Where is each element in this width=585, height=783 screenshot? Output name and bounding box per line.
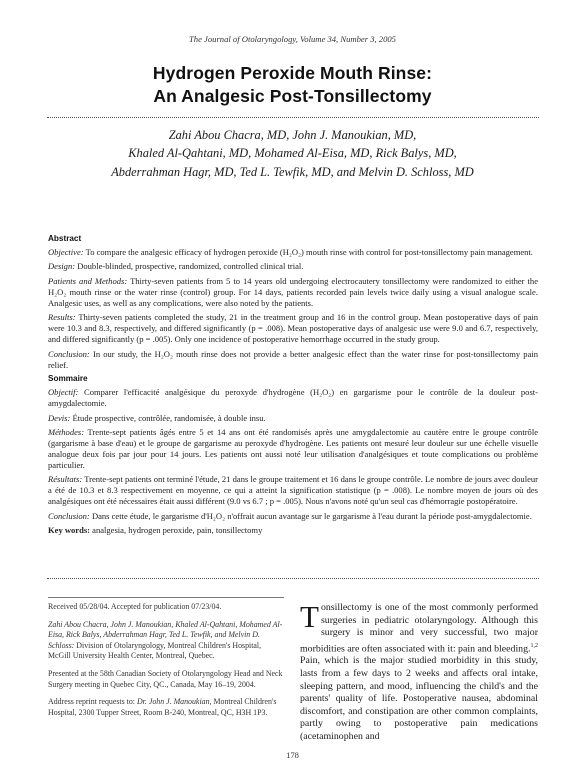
title-line-2: An Analgesic Post-Tonsillectomy <box>153 86 432 106</box>
body-paragraph-cont: Pain, which is the major studied morbidity in this study, lasts from a few days to 2 weeks and affects oral intake, sleeping pattern, and mood, influencing the child's and the parents' quality of life. Postoperative nausea, abdominal discomfort, and constipation are other common complaints, partly owing to postoperative pain medications (acetaminophen and <box>300 655 538 742</box>
sommaire-resultats: Résultats: Trente-sept patients ont terminé l'étude, 21 dans le groupe traitement et 16 dans le groupe contrôle. Le nombre de jours avec douleur a été de 10.3 et 8.3 respectivement en moyenne, ce qui a atteint la signification statistique (p = .008). Le nombre moyen de jours où des analgésiques ont été nécessaires était aussi différent (9.0 vs 6.7 ; p = .005). Nous n'avons noté qu'un seul cas d'hémorragie postopératoire. <box>48 474 538 507</box>
abstract-patients: Patients and Methods: Thirty-seven patients from 5 to 14 years old undergoing electrocautery tonsillectomy were randomized to either the H₂O₂ mouth rinse or the water rinse (control) group. For 14 days, patients recorded pain levels twice daily using a visual analogue scale. Analgesic uses, as well as any complications, were also noted by the patients. <box>48 276 538 308</box>
title-line-1: Hydrogen Peroxide Mouth Rinse: <box>152 63 433 83</box>
abstract-block <box>48 234 538 540</box>
page-number: 178 <box>286 750 299 760</box>
abstract-conclusion: Conclusion: In our study, the H₂O₂ mouth rinse does not provide a better analgesic effect than the water rinse for post-tonsillectomy pain relief. <box>48 348 539 370</box>
sommaire-methodes: Méthodes: Trente-sept patients âgés entre 5 et 14 ans ont été randomisés après une amygdalectomie au cautère entre le groupe contrôle (gargarisme à base d'eau) et le groupe de gargarisme au peroxyde d'hydrogène. Les patients ont mesuré leur douleur sur une échelle visuelle analogue deux fois par jour pour 14 jours. Les patients ont aussi noté leur utilisation d'analgésiques et toute complications ou problème particulier. <box>48 427 538 470</box>
sommaire-devis: Devis: Étude prospective, contrôlée, randomisée, à double insu. <box>48 412 266 423</box>
sommaire-heading: Sommaire <box>48 374 88 384</box>
abstract-design: Design: Double-blinded, prospective, randomized, controlled clinical trial. <box>48 261 304 272</box>
keywords: Key words: analgesia, hydrogen peroxide, pain, tonsillectomy <box>48 525 263 536</box>
abstract-heading: Abstract <box>48 234 82 243</box>
author-list <box>0 126 585 181</box>
reference-superscript: 1,2 <box>530 642 538 649</box>
abstract-results: Results: Thirty-seven patients completed the study, 21 in the treatment group and 16 in the control group. Mean postoperative days of pain were 10.3 and 8.3, respectively, and differed significantly (p = .008). Mean postoperative days of analgesic use were 9.0 and 6.7, respectively, and differed significantly (p = .005). Only one incidence of postoperative hemorrhage occurred in the study group. <box>48 312 539 345</box>
footnotes <box>48 602 284 725</box>
author-line-1: Zahi Abou Chacra, MD, John J. Manoukian, MD, <box>168 128 417 142</box>
abstract-divider <box>47 578 539 579</box>
article-title <box>0 62 585 108</box>
author-line-3: Abderrahman Hagr, MD, Ted L. Tewfik, MD, and Melvin D. Schloss, MD <box>111 164 474 179</box>
received-note: Received 05/28/04. Accepted for publication 07/23/04. <box>48 602 222 611</box>
affiliation-note: Zahi Abou Chacra, John J. Manoukian, Khaled Al-Qahtani, Mohamed Al-Eisa, Rick Balys, Abderrahman Hagr, Ted L. Tewfik, and Melvin D. Schloss: Division of Otolaryngology, Montreal Children's Hospital, McGill University Health Center, Montreal, Quebec. <box>48 619 283 661</box>
body-text <box>300 599 538 743</box>
address-note: Address reprint requests to: Dr. John J. Manoukian, Montreal Children's Hospital, 2300 Tupper Street, Room B-240, Montreal, QC, H3H 1P3. <box>48 697 277 717</box>
journal-header: The Journal of Otolaryngology, Volume 34, Number 3, 2005 <box>189 34 396 44</box>
title-divider <box>47 117 539 118</box>
drop-cap: T <box>300 599 319 634</box>
body-paragraph: onsillectomy is one of the most commonly performed surgeries in pediatric otolaryngology. Although this surgery is minor and very successful, two major morbidities are often associated with it: pain and bleeding. <box>300 602 538 654</box>
presented-note: Presented at the 58th Canadian Society of Otolaryngology Head and Neck Surgery meeting in Quebec City, QC., Canada, May 16–19, 2004. <box>48 668 283 689</box>
sommaire-objectif: Objectif: Comparer l'efficacité analgésique du peroxyde d'hydrogène (H₂O₂) en gargarisme pour le contrôle de la douleur post-amygdalectomie. <box>48 387 539 408</box>
author-line-2: Khaled Al-Qahtani, MD, Mohamed Al-Eisa, MD, Rick Balys, MD, <box>128 146 457 161</box>
footnote-rule <box>48 597 284 598</box>
sommaire-conclusion: Conclusion: Dans cette étude, le gargarisme d'H₂O₂ n'offrait aucun avantage sur le gargarisme à l'eau durant la période post-amygdalectomie. <box>48 510 532 521</box>
abstract-objective: Objective: To compare the analgesic efficacy of hydrogen peroxide (H₂O₂) mouth rinse with control for post-tonsillectomy pain management. <box>48 246 533 257</box>
